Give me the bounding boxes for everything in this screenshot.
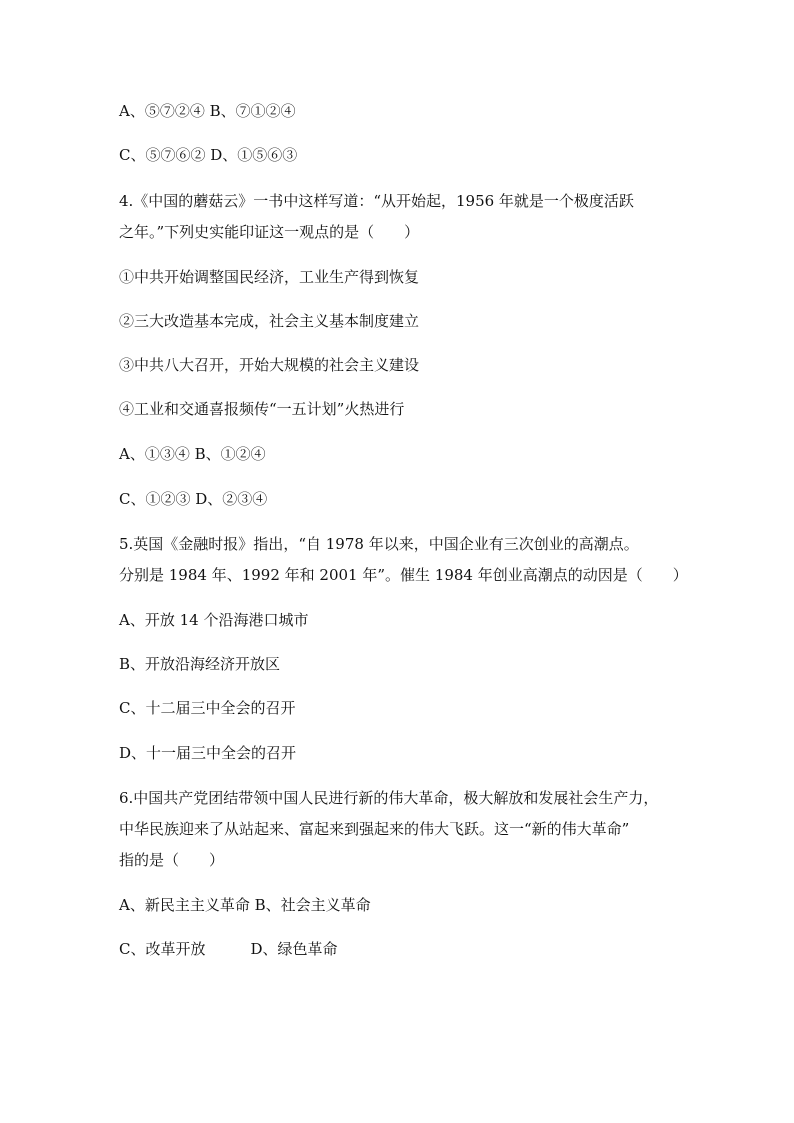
q4-stem-line-2: 之年。”下列史实能印证这一观点的是（ ） [119,223,420,241]
q6-stem-line-1: 6.中国共产党团结带领中国人民进行新的伟大革命，极大解放和发展社会生产力， [119,789,659,807]
q5-option-a: A、开放 14 个沿海港口城市 [119,611,309,629]
q5-option-d: D、十一届三中全会的召开 [119,744,297,762]
q3-options-line-2: C、⑤⑦⑥② D、①⑤⑥③ [119,146,298,164]
q4-options-line-2: C、①②③ D、②③④ [119,490,268,508]
q4-stem-line-1: 4.《中国的蘑菇云》一书中这样写道：“从开始起，1956 年就是一个极度活跃 [119,192,634,210]
q6-stem-line-3: 指的是（ ） [119,851,225,869]
q4-item-3: ③中共八大召开，开始大规模的社会主义建设 [119,356,420,374]
q5-stem-line-1: 5.英国《金融时报》指出，“自 1978 年以来，中国企业有三次创业的高潮点。 [119,535,639,553]
q3-options-line-1: A、⑤⑦②④ B、⑦①②④ [119,102,296,120]
q4-options-line-1: A、①③④ B、①②④ [119,445,266,463]
q4-item-4: ④工业和交通喜报频传“一五计划”火热进行 [119,400,405,418]
q5-option-c: C、十二届三中全会的召开 [119,699,296,717]
q5-stem-line-2: 分别是 1984 年、1992 年和 2001 年”。催生 1984 年创业高潮点的动因是（ ） [119,566,688,584]
q4-item-2: ②三大改造基本完成，社会主义基本制度建立 [119,312,420,330]
q6-stem-line-2: 中华民族迎来了从站起来、富起来到强起来的伟大飞跃。这一“新的伟大革命” [119,820,630,838]
q6-options-line-1: A、新民主主义革命 B、社会主义革命 [119,896,371,914]
q6-options-line-2: C、改革开放 D、绿色革命 [119,940,338,958]
q5-option-b: B、开放沿海经济开放区 [119,655,281,673]
q4-item-1: ①中共开始调整国民经济，工业生产得到恢复 [119,268,420,286]
